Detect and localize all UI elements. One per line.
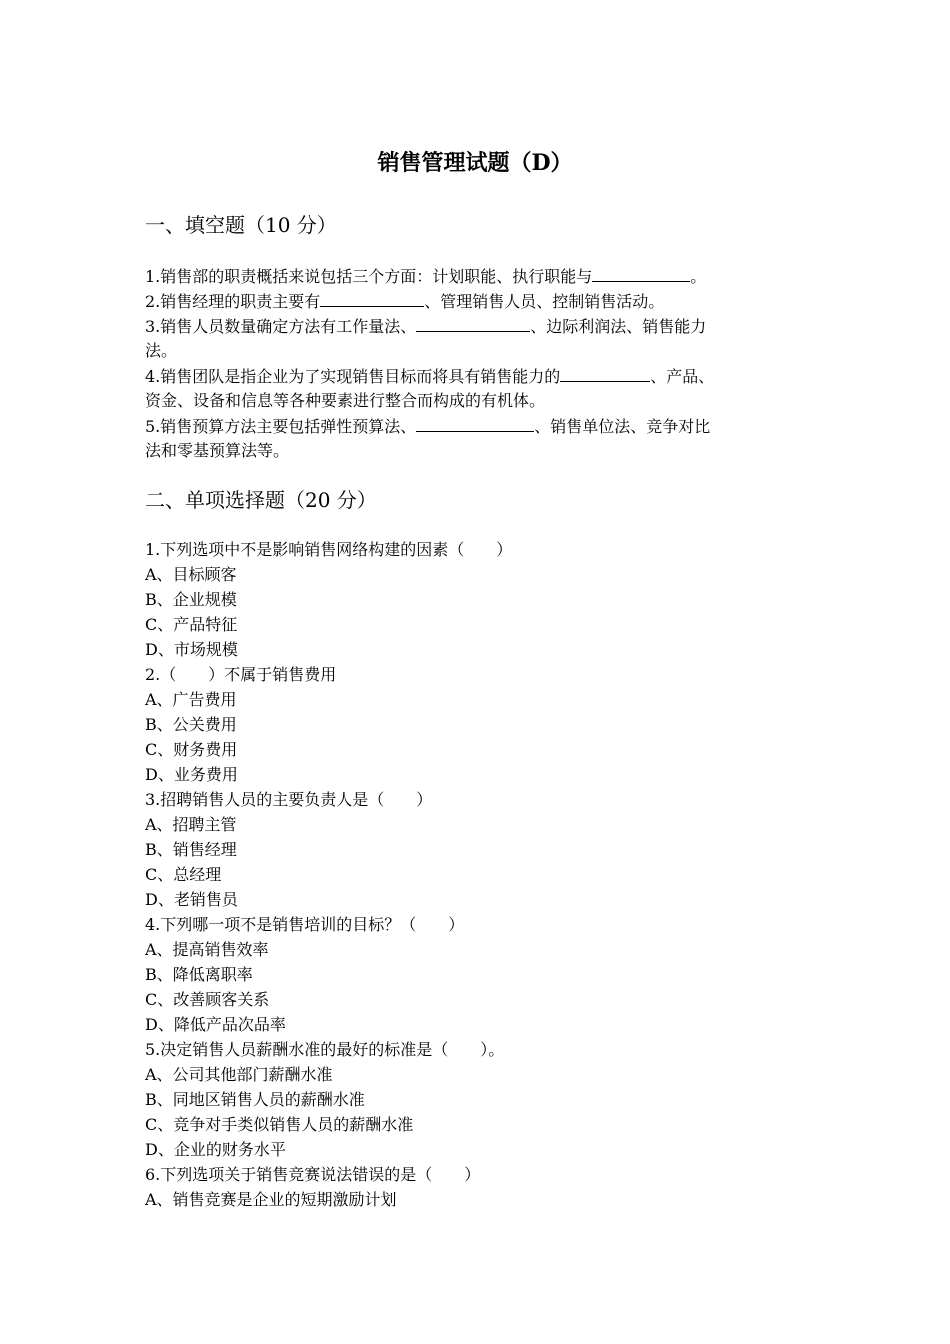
- option: A、销售竞赛是企业的短期激励计划: [145, 1190, 397, 1209]
- option: D、老销售员: [145, 890, 238, 909]
- option: D、业务费用: [145, 765, 238, 784]
- option: C、总经理: [145, 865, 222, 884]
- option: D、市场规模: [145, 640, 238, 659]
- question-stem: 2.（ ）不属于销售费用: [145, 665, 337, 684]
- question-text: 、管理销售人员、控制销售活动。: [424, 292, 665, 311]
- question-line: [145, 413, 810, 438]
- answer-blank: [592, 263, 690, 282]
- question-text: 。: [690, 267, 707, 286]
- option: A、广告费用: [145, 690, 237, 709]
- question-text: 、边际利润法、销售能力: [530, 317, 707, 336]
- option: B、降低离职率: [145, 965, 253, 984]
- question-text: 2.销售经理的职责主要有: [145, 292, 321, 311]
- answer-blank: [320, 288, 424, 307]
- option: B、企业规模: [145, 590, 237, 609]
- option: D、企业的财务水平: [145, 1140, 286, 1159]
- question-line: [145, 313, 810, 338]
- option: B、销售经理: [145, 840, 237, 859]
- question-stem: 6.下列选项关于销售竞赛说法错误的是（ ）: [145, 1165, 481, 1184]
- question-stem: 3.招聘销售人员的主要负责人是（ ）: [145, 790, 433, 809]
- option: A、公司其他部门薪酬水准: [145, 1065, 333, 1084]
- option: C、竞争对手类似销售人员的薪酬水准: [145, 1115, 414, 1134]
- option: D、降低产品次品率: [145, 1015, 286, 1034]
- option: A、招聘主管: [145, 815, 237, 834]
- option: C、改善顾客关系: [145, 990, 270, 1009]
- section-heading-fill-in: 一、填空题（10 分）: [145, 213, 337, 237]
- question-line-continued: 资金、设备和信息等各种要素进行整合而构成的有机体。: [145, 391, 546, 410]
- option: B、同地区销售人员的薪酬水准: [145, 1090, 365, 1109]
- question-text: 3.销售人员数量确定方法有工作量法、: [145, 317, 417, 336]
- answer-blank: [560, 363, 650, 382]
- option: A、提高销售效率: [145, 940, 269, 959]
- single-choice-questions: [145, 537, 810, 1212]
- question-line: [145, 263, 810, 288]
- question-text: 5.销售预算方法主要包括弹性预算法、: [145, 417, 417, 436]
- question-stem: 1.下列选项中不是影响销售网络构建的因素（ ）: [145, 540, 513, 559]
- question-text: 1.销售部的职责概括来说包括三个方面：计划职能、执行职能与: [145, 267, 593, 286]
- page-title: 销售管理试题（D）: [377, 150, 573, 176]
- question-stem: 4.下列哪一项不是销售培训的目标？（ ）: [145, 915, 465, 934]
- question-stem: 5.决定销售人员薪酬水准的最好的标准是（ ）。: [145, 1040, 505, 1059]
- question-text: 、产品、: [650, 367, 715, 386]
- question-line-continued: 法和零基预算法等。: [145, 441, 290, 460]
- option: C、产品特征: [145, 615, 238, 634]
- question-text: 、销售单位法、竞争对比: [534, 417, 711, 436]
- fill-in-questions: [145, 263, 810, 463]
- answer-blank: [416, 313, 530, 332]
- answer-blank: [416, 413, 534, 432]
- question-line: [145, 288, 810, 313]
- option: C、财务费用: [145, 740, 238, 759]
- section-heading-single-choice: 二、单项选择题（20 分）: [145, 488, 377, 512]
- option: B、公关费用: [145, 715, 237, 734]
- question-text: 4.销售团队是指企业为了实现销售目标而将具有销售能力的: [145, 367, 561, 386]
- option: A、目标顾客: [145, 565, 237, 584]
- question-line-continued: 法。: [145, 341, 178, 360]
- question-line: [145, 363, 810, 388]
